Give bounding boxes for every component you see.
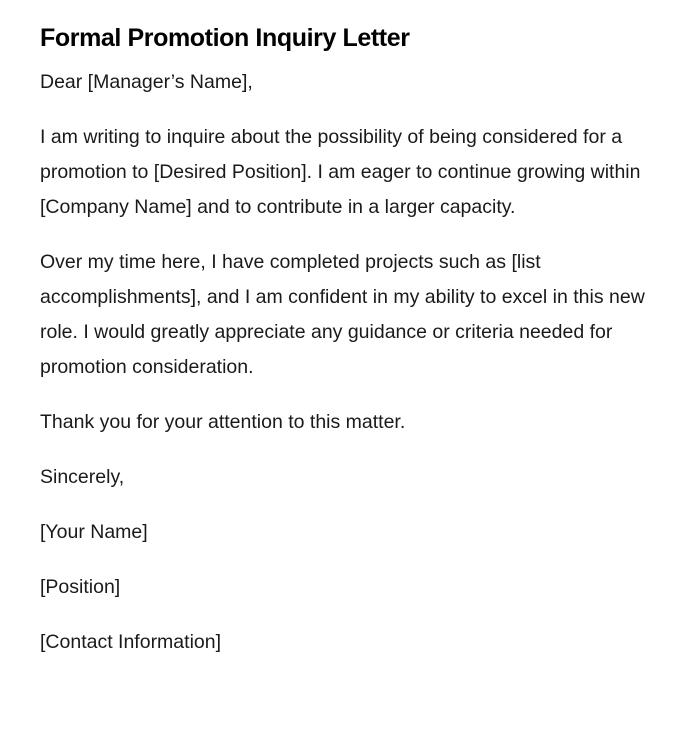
letter-title: Formal Promotion Inquiry Letter — [40, 24, 410, 52]
signature-contact: [Contact Information] — [40, 631, 222, 653]
signature-position: [Position] — [40, 576, 121, 598]
body-paragraph-3: Thank you for your attention to this matter. — [40, 411, 406, 433]
signature-name: [Your Name] — [40, 521, 148, 543]
closing: Sincerely, — [40, 466, 125, 488]
body-paragraph-2: Over my time here, I have completed projects such as [list accomplishments], and I am confident in my ability to excel in this new role. I would greatly appreciate any guidance or criteria needed for promotion consideration. — [40, 251, 645, 378]
salutation: Dear [Manager’s Name], — [40, 71, 253, 93]
body-paragraph-1: I am writing to inquire about the possibility of being considered for a promotion to [Desired Position]. I am eager to continue growing within [Company Name] and to contribute in a larger capacity. — [40, 126, 641, 218]
